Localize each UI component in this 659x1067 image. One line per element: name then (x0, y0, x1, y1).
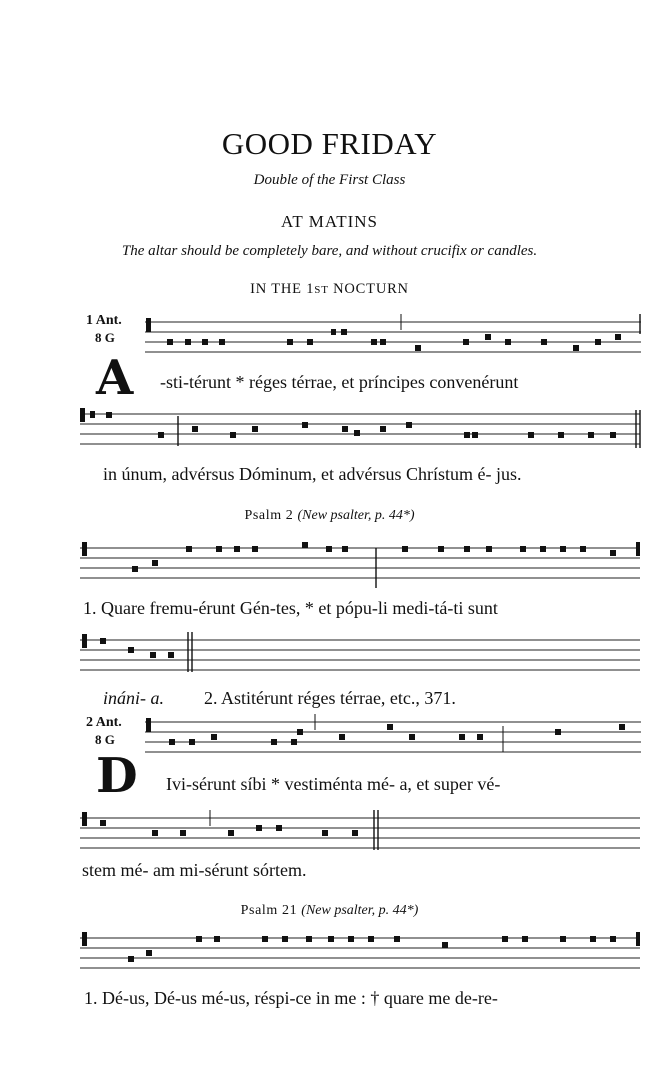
antiphon-1-staff-2 (80, 404, 646, 452)
antiphon-1-mode: 8 G (95, 330, 115, 345)
psalm-2-ending: ináni- a. (103, 688, 164, 708)
antiphon-1-text-2: in únum, advérsus Dóminum, et advérsus Chrístum é- jus. (103, 464, 522, 484)
psalm-2-title: Psalm 2 (244, 508, 298, 523)
psalm-21-reference: (New psalter, p. 44*) (301, 903, 419, 918)
antiphon-1-text-1: -sti-térunt * réges térrae, et príncipes convenérunt (160, 372, 519, 392)
office-heading: AT MATINS (280, 212, 378, 231)
flat-sign (331, 329, 336, 335)
antiphon-2-staff-2 (80, 808, 646, 854)
nocturn-ordinal: ST (314, 284, 329, 296)
psalm-21-text-1: 1. Dé-us, Dé-us mé-us, réspi-ce in me : † quare me de-re- (84, 988, 498, 1008)
psalm-2-text-1: 1. Quare fremu-érunt Gén-tes, * et pópu-li medi-tá-ti sunt (83, 598, 498, 618)
antiphon-2-text-1: Ivi-sérunt síbi * vestiménta mé- a, et super vé- (166, 774, 501, 794)
nocturn-text: IN THE 1 (250, 281, 315, 297)
psalm-2-heading (0, 508, 659, 524)
antiphon-1-staff-1 (145, 312, 645, 358)
antiphon-2-text-2: stem mé- am mi-sérunt sórtem. (82, 860, 307, 880)
nocturn-heading (0, 281, 659, 298)
psalm-21-heading (0, 903, 659, 919)
antiphon-1-initial: A (96, 350, 134, 406)
psalm-2-text-2 (103, 688, 456, 709)
antiphon-2-initial: D (96, 748, 138, 804)
psalm-2-staff-1 (80, 538, 646, 588)
nocturn-word: NOCTURN (328, 281, 409, 297)
feast-rank: Double of the First Class (253, 172, 406, 188)
antiphon-1-label: 1 Ant. (86, 313, 122, 328)
psalm-2-verse-2: 2. Astitérunt réges térrae, etc., 371. (204, 688, 456, 708)
antiphon-2-label: 2 Ant. (86, 715, 122, 730)
page-title: GOOD FRIDAY (221, 126, 438, 161)
psalm-2-staff-2 (80, 630, 646, 676)
psalm-21-staff-1 (80, 928, 646, 978)
psalm-2-reference: (New psalter, p. 44*) (297, 508, 415, 523)
psalm-21-title: Psalm 21 (240, 903, 302, 918)
do-clef (146, 318, 151, 332)
antiphon-2-mode: 8 G (95, 732, 115, 747)
antiphon-2-staff-1 (145, 712, 645, 758)
rubric-note: The altar should be completely bare, and without crucifix or candles. (121, 243, 538, 259)
